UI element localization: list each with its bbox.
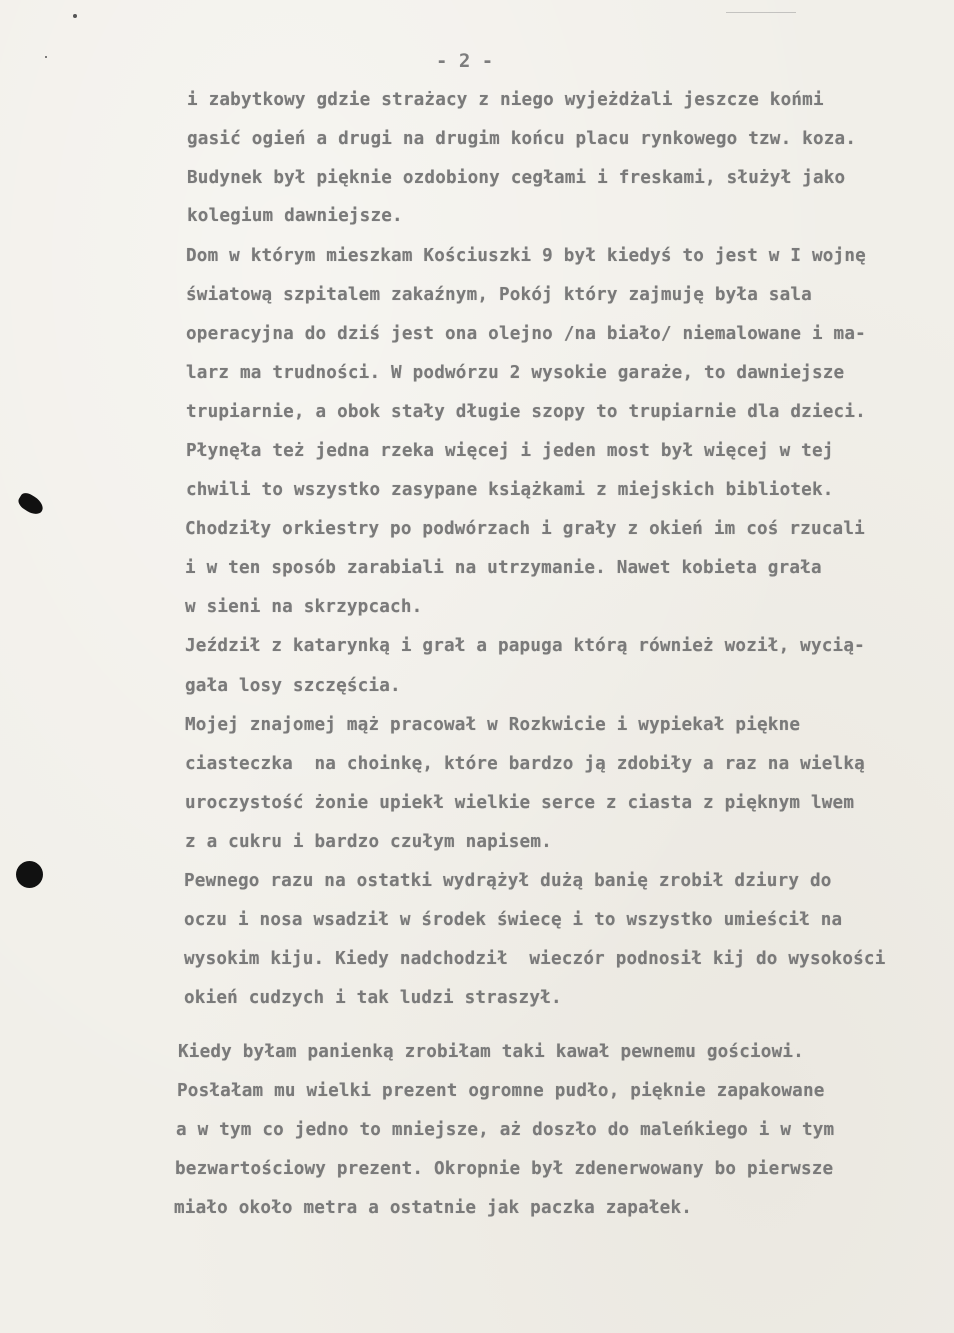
paragraph-1-line-3: Budynek był pięknie ozdobiony cegłami i freskami, służył jako [187, 168, 846, 188]
page-number: - 2 - [436, 50, 494, 72]
paragraph-5-line-1: Pewnego razu na ostatki wydrążył dużą banię zrobił dziury do [184, 871, 832, 891]
paragraph-6-line-4: bezwartościowy prezent. Okropnie był zdenerwowany bo pierwsze [175, 1159, 834, 1179]
paragraph-2-line-5: trupiarnie, a obok stały długie szopy to trupiarnie dla dzieci. [186, 402, 866, 422]
paragraph-6-line-5: miało około metra a ostatnie jak paczka zapałek. [174, 1198, 693, 1218]
paragraph-4-line-3: uroczystość żonie upiekł wielkie serce z ciasta z pięknym lwem [185, 793, 855, 813]
paragraph-2-line-3: operacyjna do dziś jest ona olejno /na biało/ niemalowane i ma- [186, 324, 866, 344]
paragraph-2-line-7: chwili to wszystko zasypane książkami z miejskich bibliotek. [186, 480, 834, 500]
paragraph-2-line-2: światową szpitalem zakaźnym, Pokój który zajmuję była sala [186, 285, 812, 305]
paragraph-2-line-4: larz ma trudności. W podwórzu 2 wysokie garaże, to dawniejsze [186, 363, 845, 383]
paragraph-6-line-2: Posłałam mu wielki prezent ogromne pudło, pięknie zapakowane [177, 1081, 825, 1101]
paragraph-4-line-2: ciasteczka na choinkę, które bardzo ją zdobiły a raz na wielką [185, 754, 865, 774]
pencil-mark-top [726, 12, 796, 13]
punch-hole-lower [16, 861, 43, 888]
paragraph-6-line-1: Kiedy byłam panienką zrobiłam taki kawał pewnemu gościowi. [178, 1042, 804, 1062]
speck-top-left [73, 14, 77, 18]
paragraph-2-line-8: Chodziły orkiestry po podwórzach i grały z okień im coś rzucali [185, 519, 865, 539]
paragraph-5-line-3: wysokim kiju. Kiedy nadchodził wieczór podnosił kij do wysokości [184, 949, 886, 969]
speck-left [45, 56, 47, 58]
paragraph-2-line-10: w sieni na skrzypcach. [185, 597, 423, 617]
paragraph-4-line-1: Mojej znajomej mąż pracował w Rozkwicie i wypiekał piękne [185, 715, 801, 735]
paragraph-1-line-2: gasić ogień a drugi na drugim końcu placu rynkowego tzw. koza. [187, 129, 857, 149]
paragraph-2-line-6: Płynęła też jedna rzeka więcej i jeden most był więcej w tej [186, 441, 834, 461]
paragraph-3-line-1: Jeździł z katarynką i grał a papuga którą również woził, wycią- [185, 636, 865, 656]
paragraph-2-line-9: i w ten sposób zarabiali na utrzymanie. Nawet kobieta grała [185, 558, 822, 578]
paragraph-6-line-3: a w tym co jedno to mniejsze, aż doszło do maleńkiego i w tym [176, 1120, 835, 1140]
paragraph-1-line-1: i zabytkowy gdzie strażacy z niego wyjeżdżali jeszcze końmi [187, 90, 824, 110]
paragraph-3-line-2: gała losy szczęścia. [185, 676, 401, 696]
paragraph-5-line-2: oczu i nosa wsadził w środek świecę i to wszystko umieścił na [184, 910, 843, 930]
paragraph-4-line-4: z a cukru i bardzo czułym napisem. [185, 832, 552, 852]
paragraph-1-line-4: kolegium dawniejsze. [187, 206, 403, 226]
paragraph-2-line-1: Dom w którym mieszkam Kościuszki 9 był kiedyś to jest w I wojnę [186, 246, 866, 266]
paragraph-5-line-4: okień cudzych i tak ludzi straszył. [184, 988, 562, 1008]
punch-hole-upper [16, 490, 47, 517]
